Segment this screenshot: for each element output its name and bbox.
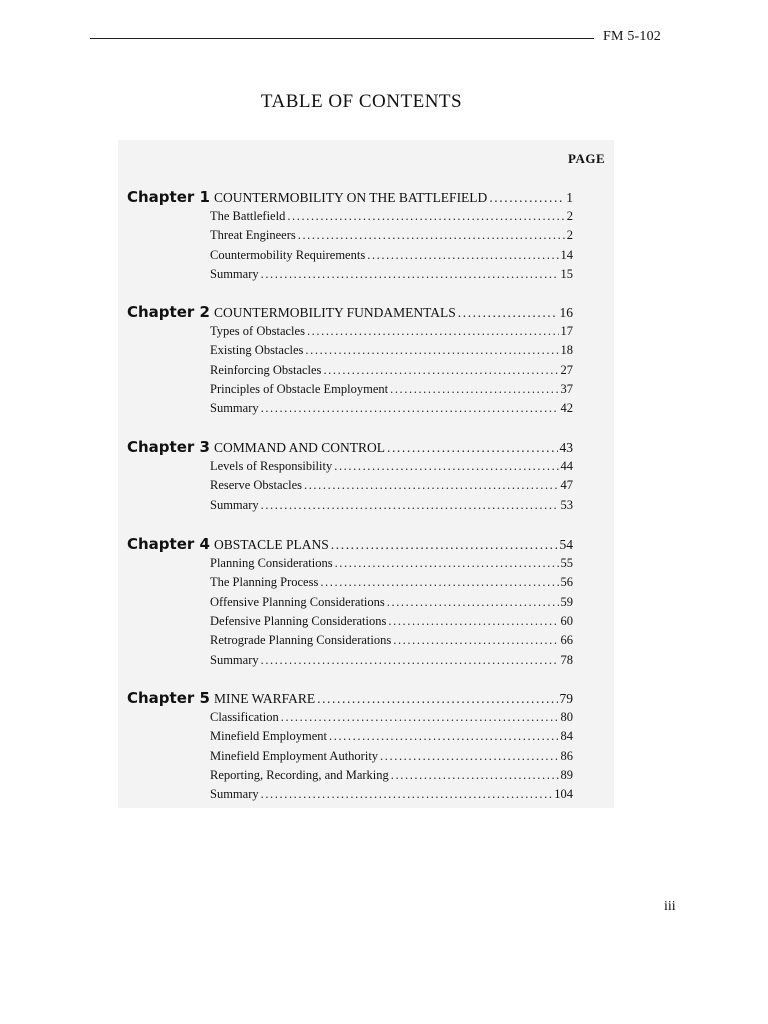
- page-column-label: PAGE: [568, 151, 606, 166]
- section-page-number: 104: [554, 787, 573, 802]
- chapter-title: COMMAND AND CONTROL: [213, 440, 385, 455]
- section-page-number: 2: [566, 209, 573, 223]
- chapter-page-number: 43: [559, 440, 573, 455]
- section-entry[interactable]: [210, 595, 573, 610]
- section-title: Defensive Planning Considerations: [210, 613, 387, 628]
- section-title: Minefield Employment Authority: [210, 748, 379, 763]
- section-entry[interactable]: [210, 633, 573, 648]
- section-title: Levels of Responsibility: [210, 459, 333, 473]
- section-entry[interactable]: [210, 343, 573, 358]
- dot-leader: [331, 537, 558, 553]
- section-title: Summary: [210, 652, 259, 667]
- dot-leader: [298, 228, 565, 243]
- chapter-title: OBSTACLE PLANS: [213, 537, 329, 552]
- dot-leader: [489, 190, 564, 206]
- dot-leader: [305, 343, 558, 358]
- page-title: TABLE OF CONTENTS: [260, 91, 463, 112]
- dot-leader: [307, 324, 559, 339]
- section-entry[interactable]: [210, 382, 573, 397]
- section-entry[interactable]: [210, 614, 573, 629]
- chapter-title: COUNTERMOBILITY ON THE BATTLEFIELD: [213, 190, 488, 205]
- chapter-page-number: 16: [559, 305, 573, 320]
- chapter-label: Chapter 3: [127, 438, 210, 456]
- document-id: FM 5-102: [603, 29, 661, 44]
- section-entry[interactable]: [210, 248, 573, 263]
- section-page-number: 17: [560, 324, 573, 338]
- section-title: Offensive Planning Considerations: [210, 594, 385, 609]
- section-title: The Planning Process: [210, 575, 319, 590]
- section-title: Reserve Obstacles: [210, 478, 302, 493]
- dot-leader: [323, 363, 558, 378]
- chapter-entry[interactable]: [127, 303, 573, 321]
- section-page-number: 89: [560, 767, 573, 782]
- chapter-entry[interactable]: [127, 188, 573, 206]
- section-title: Existing Obstacles: [210, 343, 304, 358]
- chapter-entry[interactable]: [127, 535, 573, 553]
- section-entry[interactable]: [210, 401, 573, 416]
- section-page-number: 59: [560, 594, 573, 609]
- dot-leader: [335, 556, 559, 571]
- section-title: Reporting, Recording, and Marking: [210, 767, 389, 782]
- dot-leader: [367, 248, 558, 263]
- section-entry[interactable]: [210, 267, 573, 282]
- section-page-number: 14: [560, 247, 573, 262]
- section-entry[interactable]: [210, 478, 573, 493]
- dot-leader: [287, 209, 564, 224]
- dot-leader: [261, 267, 559, 282]
- chapter-page-number: 79: [559, 691, 573, 706]
- section-title: Retrograde Planning Considerations: [210, 633, 392, 648]
- dot-leader: [388, 614, 558, 629]
- section-page-number: 60: [560, 613, 573, 628]
- section-title: Threat Engineers: [210, 228, 296, 243]
- chapter-label: Chapter 5: [127, 689, 210, 707]
- section-title: The Battlefield: [210, 209, 286, 223]
- dot-leader: [458, 305, 558, 321]
- section-page-number: 44: [560, 459, 573, 473]
- section-page-number: 55: [560, 556, 573, 570]
- section-page-number: 53: [560, 497, 573, 512]
- section-title: Countermobility Requirements: [210, 247, 366, 262]
- dot-leader: [261, 653, 559, 668]
- chapter-entry[interactable]: [127, 438, 573, 456]
- chapter-label: Chapter 1: [127, 188, 210, 206]
- dot-leader: [391, 768, 559, 783]
- section-title: Summary: [210, 787, 259, 802]
- section-entry[interactable]: [210, 363, 573, 378]
- section-title: Principles of Obstacle Employment: [210, 381, 389, 396]
- section-entry[interactable]: [210, 768, 573, 783]
- section-page-number: 66: [560, 633, 573, 648]
- section-title: Summary: [210, 497, 259, 512]
- dot-leader: [261, 401, 559, 416]
- section-entry[interactable]: [210, 498, 573, 513]
- dot-leader: [261, 498, 559, 513]
- section-page-number: 42: [560, 401, 573, 416]
- chapter-title: COUNTERMOBILITY FUNDAMENTALS: [213, 305, 456, 320]
- section-entry[interactable]: [210, 787, 573, 802]
- section-title: Classification: [210, 710, 279, 724]
- section-page-number: 47: [560, 478, 573, 493]
- section-page-number: 2: [566, 228, 573, 243]
- section-entry[interactable]: [210, 729, 573, 744]
- dot-leader: [320, 575, 558, 590]
- dot-leader: [304, 478, 559, 493]
- section-title: Summary: [210, 401, 259, 416]
- section-page-number: 84: [560, 729, 573, 744]
- section-title: Minefield Employment: [210, 729, 327, 744]
- dot-leader: [261, 787, 553, 802]
- chapter-entry[interactable]: [127, 689, 573, 707]
- section-entry[interactable]: [210, 324, 573, 339]
- section-title: Types of Obstacles: [210, 324, 305, 338]
- section-entry[interactable]: [210, 556, 573, 571]
- section-entry[interactable]: [210, 209, 573, 224]
- section-page-number: 78: [560, 652, 573, 667]
- section-entry[interactable]: [210, 710, 573, 725]
- dot-leader: [387, 440, 558, 456]
- section-title: Summary: [210, 266, 259, 281]
- dot-leader: [387, 595, 559, 610]
- chapter-label: Chapter 2: [127, 303, 210, 321]
- section-page-number: 80: [560, 710, 573, 724]
- section-page-number: 56: [560, 575, 573, 590]
- section-title: Planning Considerations: [210, 556, 333, 570]
- dot-leader: [317, 691, 557, 707]
- chapter-page-number: 54: [559, 537, 573, 552]
- section-page-number: 15: [560, 266, 573, 281]
- chapter-page-number: 1: [566, 190, 573, 205]
- section-page-number: 86: [560, 748, 573, 763]
- section-entry[interactable]: [210, 749, 573, 764]
- section-page-number: 18: [560, 343, 573, 358]
- chapter-title: MINE WARFARE: [213, 691, 316, 706]
- page-number: iii: [664, 899, 676, 914]
- dot-leader: [393, 633, 558, 648]
- dot-leader: [390, 382, 558, 397]
- dot-leader: [380, 749, 558, 764]
- section-title: Reinforcing Obstacles: [210, 362, 322, 377]
- section-entry[interactable]: [210, 228, 573, 243]
- dot-leader: [334, 459, 558, 474]
- header-rule: [90, 38, 594, 39]
- dot-leader: [329, 729, 559, 744]
- section-entry[interactable]: [210, 653, 573, 668]
- section-page-number: 27: [560, 362, 573, 377]
- section-entry[interactable]: [210, 459, 573, 474]
- chapter-label: Chapter 4: [127, 535, 210, 553]
- dot-leader: [281, 710, 559, 725]
- section-entry[interactable]: [210, 575, 573, 590]
- section-page-number: 37: [560, 381, 573, 396]
